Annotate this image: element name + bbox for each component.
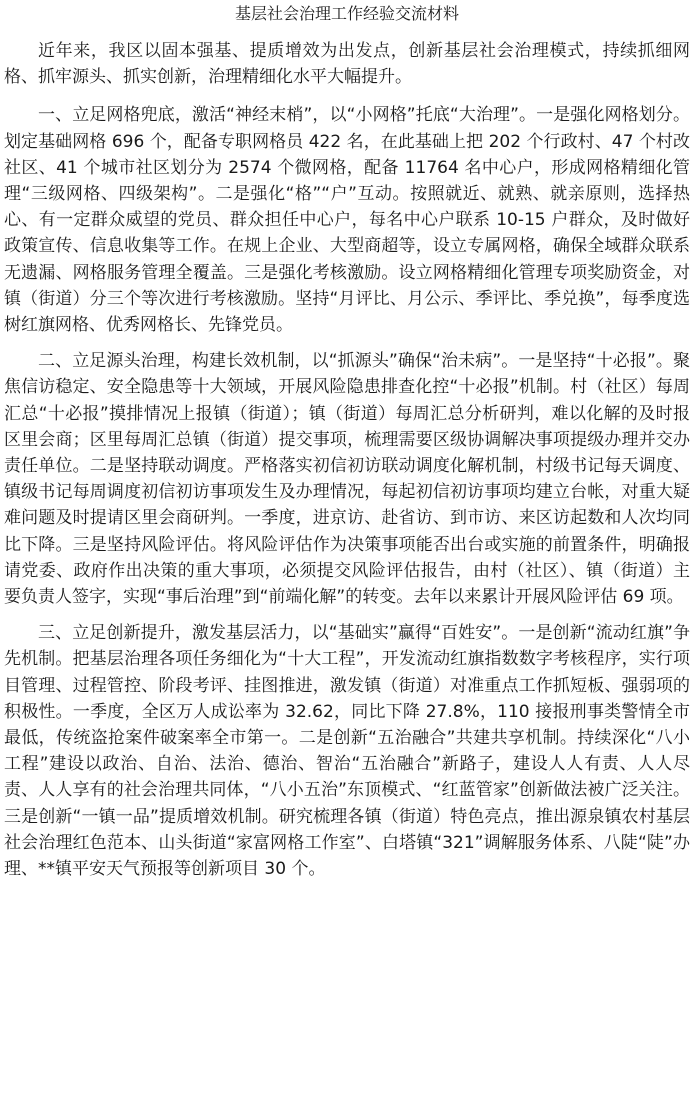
paragraph-intro: 近年来，我区以固本强基、提质增效为出发点，创新基层社会治理模式，持续抓细网格、抓牢源头、抓实创新，治理精细化水平大幅提升。 [4,41,690,88]
document-title: 基层社会治理工作经验交流材料 [234,4,459,23]
paragraph-grid-coverage: 一、立足网格兜底，激活“神经末梢”，以“小网格”托底“大治理”。一是强化网格划分。划定基础网格 696 个，配备专职网格员 422 名，在此基础上把 202 个行政村、47 个村改社区、41 个城市社区划分为 2574 个微网格，配备 11764 名中心户，形成网格精细化管理“三级网格、四级架构”。二是强化“格”“户”互动。按照就近、就熟、就亲原则，选择热心、有一定群众威望的党员、群众担任中心户，每名中心户联系 10-15 户群众，及时做好政策宣传、信息收集等工作。在规上企业、大型商超等，设立专属网格，确保全域群众联系无遗漏、网格服务管理全覆盖。三是强化考核激励。设立网格精细化管理专项奖励资金，对镇（街道）分三个等次进行考核激励。坚持“月评比、月公示、季评比、季兑换”，每季度选树红旗网格、优秀网格长、先锋党员。 [4,105,690,336]
paragraph-innovation: 三、立足创新提升，激发基层活力，以“基础实”赢得“百姓安”。一是创新“流动红旗”争先机制。把基层治理各项任务细化为“十大工程”，开发流动红旗指数数字考核程序，实行项目管理、过程管控、阶段考评、挂图推进，激发镇（街道）对准重点工作抓短板、强弱项的积极性。一季度，全区万人成讼率为 32.62，同比下降 27.8%，110 接报刑事类警情全市最低，传统盗抢案件破案率全市第一。二是创新“五治融合”共建共享机制。持续深化“八小工程”建设以政治、自治、法治、德治、智治“五治融合”新路子，建设人人有责、人人尽责、人人享有的社会治理共同体，“八小五治”东顶模式、“红蓝管家”创新做法被广泛关注。三是创新“一镇一品”提质增效机制。研究梳理各镇（街道）特色亮点，推出源泉镇农村基层社会治理红色范本、山头街道“家富网格工作室”、白塔镇“321”调解服务体系、八陡“陡”办理、**镇平安天气预报等创新项目 30 个。 [4,623,690,880]
paragraph-source-governance: 二、立足源头治理，构建长效机制，以“抓源头”确保“治未病”。一是坚持“十必报”。聚焦信访稳定、安全隐患等十大领域，开展风险隐患排查化控“十必报”机制。村（社区）每周汇总“十必报”摸排情况上报镇（街道）；镇（街道）每周汇总分析研判，难以化解的及时报区里会商；区里每周汇总镇（街道）提交事项，梳理需要区级协调解决事项提级办理并交办责任单位。二是坚持联动调度。严格落实初信初访联动调度化解机制，村级书记每天调度、镇级书记每周调度初信初访事项发生及办理情况，每起初信初访事项均建立台帐，对重大疑难问题及时提请区里会商研判。一季度，进京访、赴省访、到市访、来区访起数和人次均同比下降。三是坚持风险评估。将风险评估作为决策事项能否出台或实施的前置条件，明确报请党委、政府作出决策的重大事项，必须提交风险评估报告，由村（社区）、镇（街道）主要负责人签字，实现“事后治理”到“前端化解”的转变。去年以来累计开展风险评估 69 项。 [4,351,690,608]
